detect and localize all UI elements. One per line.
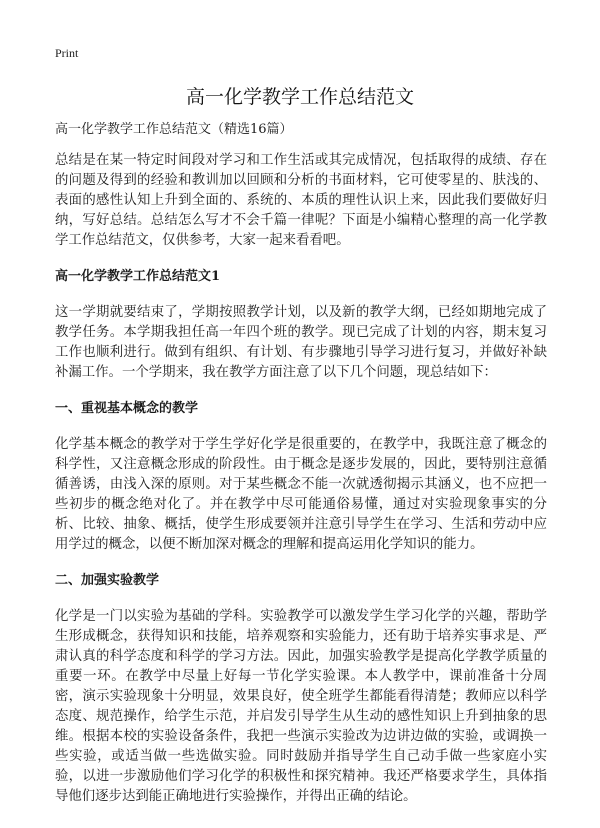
section-heading: 高一化学教学工作总结范文1 [55, 269, 221, 284]
point-heading-concepts: 一、重视基本概念的教学 [55, 401, 199, 416]
section-paragraph: 这一学期就要结束了，学期按照教学计划，以及新的教学大纲，已经如期地完成了教学任务。本学期我担任高一年四个班的教学。现已完成了计划的内容，期末复习工作也顺利进行。做到有组织、有计划、有步骤地引导学习进行复习，并做好补缺补漏工作。一个学期来，我在教学方面注意了以下几个问题，现总结如下： [55, 305, 547, 380]
point-paragraph-concepts: 化学基本概念的教学对于学生学好化学是很重要的，在教学中，我既注意了概念的科学性，又注意概念形成的阶段性。由于概念是逐步发展的，因此，要特别注意循循善诱，由浅入深的原则。对于某些概念不能一次就透彻揭示其涵义，也不应把一些初步的概念绝对化了。并在教学中尽可能通俗易懂，通过对实验现象事实的分析、比较、抽象、概括，使学生形成要领并注意引导学生在学习、生活和劳动中应用学过的概念，以便不断加深对概念的理解和提高运用化学知识的能力。 [55, 437, 547, 552]
intro-paragraph: 总结是在某一特定时间段对学习和工作生活或其完成情况，包括取得的成绩、存在的问题及得到的经验和教训加以回顾和分析的书面材料，它可使零星的、肤浅的、表面的感性认知上升到全面的、系统的、本质的理性认识上来，因此我们要做好归纳，写好总结。总结怎么写才不会千篇一律呢？下面是小编精心整理的高一化学教学工作总结范文，仅供参考，大家一起来看看吧。 [55, 153, 547, 248]
print-link[interactable]: Print [55, 46, 79, 60]
point-heading-experiments: 二、加强实验教学 [55, 573, 160, 588]
point-paragraph-experiments: 化学是一门以实验为基础的学科。实验教学可以激发学生学习化学的兴趣，帮助学生形成概念，获得知识和技能，培养观察和实验能力，还有助于培养实事求是、严肃认真的科学态度和科学的学习方法。因此，加强实验教学是提高化学教学质量的重要一环。在教学中尽量上好每一节化学实验课。本人教学中，课前准备十分周密，演示实验现象十分明显，效果良好，使全班学生都能看得清楚；教师应以科学态度、规范操作，给学生示范，并启发引导学生从生动的感性知识上升到抽象的思维。根据本校的实验设备条件，我把一些演示实验改为边讲边做的实验，或调换一些实验，或适当做一些选做实验。同时鼓励并指导学生自己动手做一些家庭小实验，以进一步激励他们学习化学的积极性和探究精神。我还严格要求学生，具体指导他们逐步达到能正确地进行实验操作，并得出正确的结论。 [55, 609, 547, 804]
article-body [55, 120, 547, 823]
article-subtitle: 高一化学教学工作总结范文（精选16篇） [55, 122, 293, 137]
page-title: 高一化学教学工作总结范文 [185, 86, 414, 108]
